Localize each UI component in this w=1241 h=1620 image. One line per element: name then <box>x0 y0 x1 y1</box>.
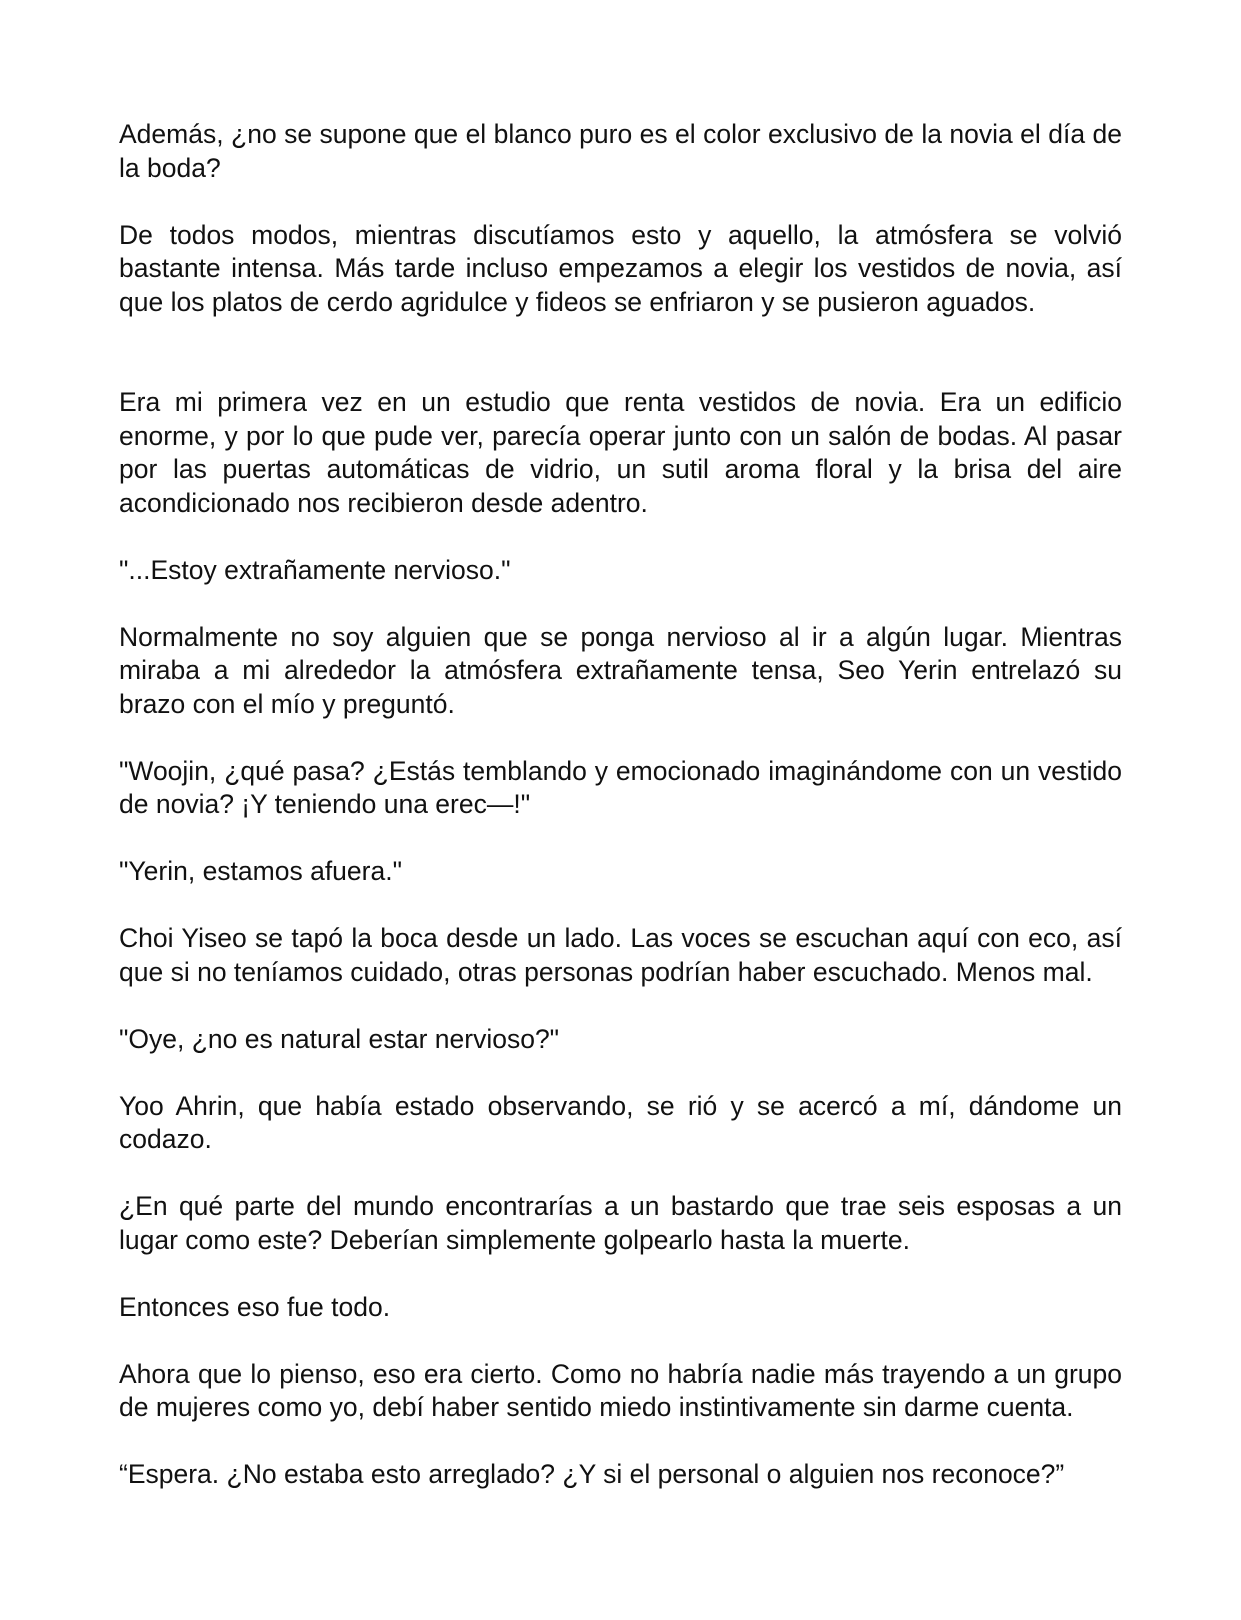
paragraph: Choi Yiseo se tapó la boca desde un lado. Las voces se escuchan aquí con eco, así que si no teníamos cuidado, otras personas podrían haber escuchado. Menos mal. <box>119 923 1122 987</box>
paragraph: Además, ¿no se supone que el blanco puro es el color exclusivo de la novia el día de la boda? <box>119 119 1122 183</box>
section-break <box>119 353 1122 387</box>
paragraph: Era mi primera vez en un estudio que renta vestidos de novia. Era un edificio enorme, y por lo que pude ver, parecía operar junto con un salón de bodas. Al pasar por las puertas automáticas de vidrio, un sutil aroma floral y la brisa del aire acondicionado nos recibieron desde adentro. <box>119 387 1122 518</box>
paragraph: "Yerin, estamos afuera." <box>119 856 402 886</box>
paragraph: Yoo Ahrin, que había estado observando, se rió y se acercó a mí, dándome un codazo. <box>119 1090 1122 1154</box>
paragraph: De todos modos, mientras discutíamos esto y aquello, la atmósfera se volvió bastante intensa. Más tarde incluso empezamos a elegir los vestidos de novia, así que los platos de cerdo agridulce y fideos se enfriaron y se pusieron aguados. <box>119 219 1122 317</box>
paragraph: Normalmente no soy alguien que se ponga nervioso al ir a algún lugar. Mientras miraba a mi alrededor la atmósfera extrañamente tensa, Seo Yerin entrelazó su brazo con el mío y preguntó. <box>119 621 1122 719</box>
body-text <box>119 118 1122 1525</box>
paragraph: "...Estoy extrañamente nervioso." <box>119 554 511 585</box>
paragraph: “Espera. ¿No estaba esto arreglado? ¿Y si el personal o alguien nos reconoce?” <box>119 1459 1065 1489</box>
paragraph: ¿En qué parte del mundo encontrarías a un bastardo que trae seis esposas a un lugar como este? Deberían simplemente golpearlo hasta la muerte. <box>119 1191 1122 1255</box>
paragraph: "Woojin, ¿qué pasa? ¿Estás temblando y emocionado imaginándome con un vestido de novia? ¡Y teniendo una erec—!" <box>119 755 1122 819</box>
paragraph: Ahora que lo pienso, eso era cierto. Como no habría nadie más trayendo a un grupo de mujeres como yo, debí haber sentido miedo instintivamente sin darme cuenta. <box>119 1358 1122 1422</box>
paragraph: "Oye, ¿no es natural estar nervioso?" <box>119 1023 560 1054</box>
paragraph: Entonces eso fue todo. <box>119 1291 391 1322</box>
